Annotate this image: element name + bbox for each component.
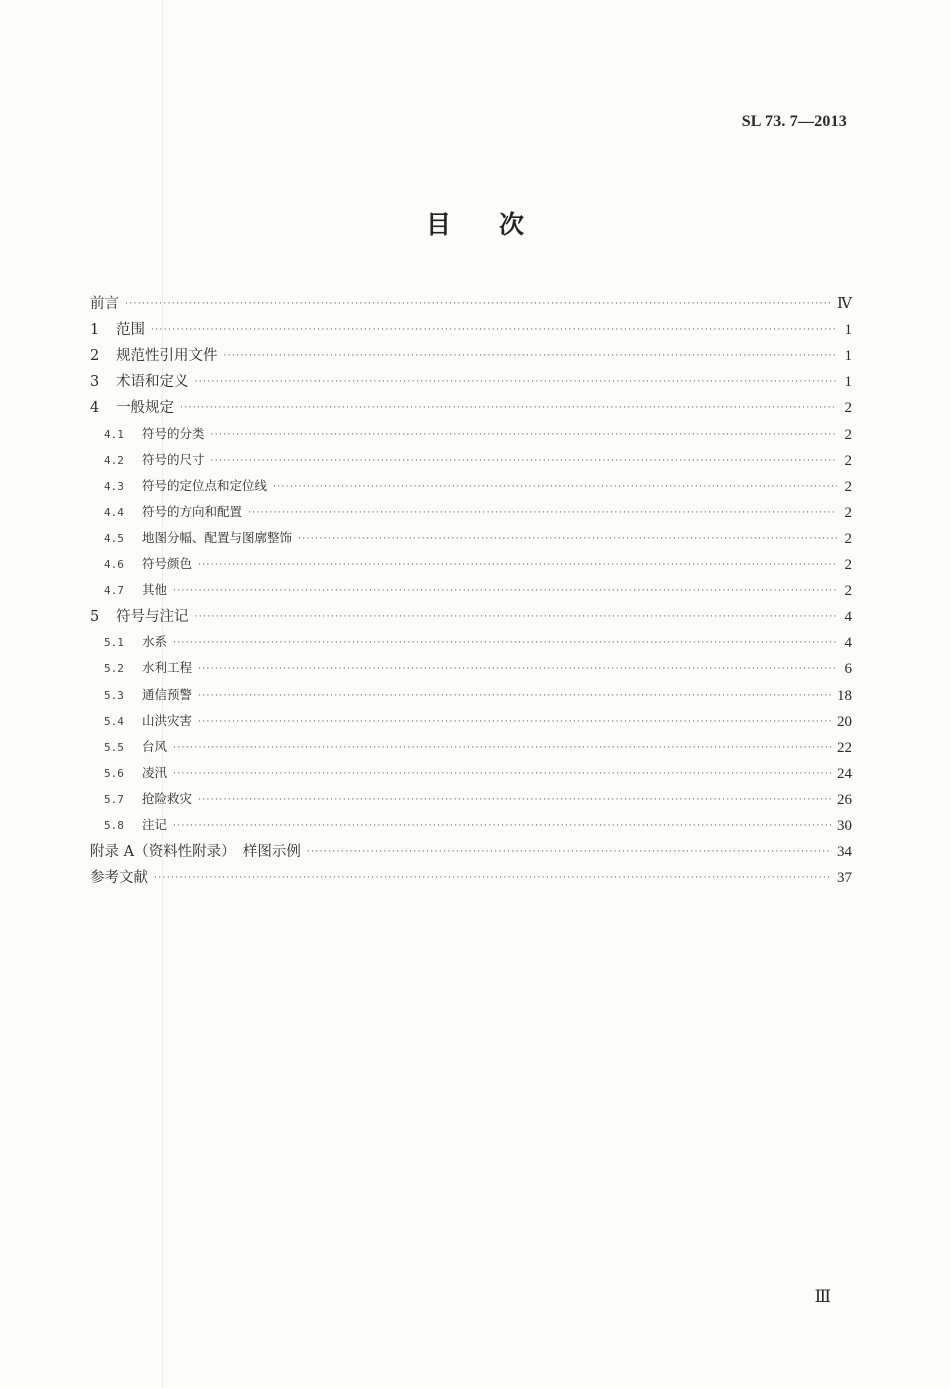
toc-dot-leader bbox=[195, 612, 838, 622]
toc-entry-title: 其他 bbox=[142, 582, 168, 598]
toc-entry-number: 5.3 bbox=[104, 688, 124, 702]
toc-entry-title: 范围 bbox=[116, 322, 145, 339]
toc-entry-title: 符号颜色 bbox=[142, 556, 193, 572]
toc-entry-title: 术语和定义 bbox=[116, 374, 189, 391]
toc-entry-title: 凌汛 bbox=[142, 764, 168, 780]
toc-entry[interactable] bbox=[90, 678, 852, 704]
toc-entry-title: 水系 bbox=[142, 634, 168, 650]
toc-entry-label bbox=[90, 843, 301, 861]
toc-dot-leader bbox=[180, 403, 837, 413]
toc-entry-label bbox=[90, 659, 192, 678]
toc-entry-title: 山洪灾害 bbox=[142, 712, 193, 728]
toc-entry-page: 2 bbox=[844, 400, 852, 417]
toc-entry-number: 4.1 bbox=[104, 427, 124, 441]
toc-entry[interactable] bbox=[90, 548, 852, 574]
toc-dot-leader bbox=[248, 508, 837, 518]
toc-entry-page: 2 bbox=[844, 478, 852, 495]
toc-entry-label bbox=[90, 764, 167, 783]
toc-entry-page: 2 bbox=[844, 530, 852, 547]
toc-dot-leader bbox=[154, 873, 832, 883]
toc-entry[interactable] bbox=[90, 705, 852, 731]
toc-entry-number: 4 bbox=[90, 400, 100, 417]
toc-entry[interactable] bbox=[90, 470, 852, 496]
toc-entry[interactable] bbox=[90, 444, 852, 470]
toc-dot-leader bbox=[173, 586, 837, 596]
toc-entry-page: 2 bbox=[844, 452, 852, 469]
toc-entry-label bbox=[90, 686, 192, 705]
toc-entry-label bbox=[90, 399, 174, 417]
toc-dot-leader bbox=[307, 847, 832, 857]
toc-entry-page: 1 bbox=[844, 374, 852, 391]
toc-entry[interactable] bbox=[90, 731, 852, 757]
toc-entry-page: 30 bbox=[837, 817, 852, 834]
toc-entry-page: 4 bbox=[844, 635, 852, 652]
toc-entry-page: 26 bbox=[837, 791, 852, 808]
toc-entry-number: 5.4 bbox=[104, 714, 124, 728]
toc-entry-number: 2 bbox=[90, 348, 100, 365]
table-of-contents bbox=[90, 287, 852, 887]
toc-entry-label bbox=[90, 451, 205, 470]
toc-entry-label bbox=[90, 712, 192, 731]
toc-entry-label bbox=[90, 790, 192, 809]
toc-entry[interactable] bbox=[90, 757, 852, 783]
toc-dot-leader bbox=[173, 743, 832, 753]
standard-code: SL 73. 7—2013 bbox=[741, 113, 847, 130]
toc-entry-label bbox=[90, 581, 167, 600]
toc-entry-title: 符号的方向和配置 bbox=[142, 503, 243, 519]
toc-entry-page: 1 bbox=[844, 322, 852, 339]
toc-entry[interactable] bbox=[90, 861, 852, 887]
page-number: Ⅲ bbox=[814, 1287, 831, 1306]
toc-entry[interactable] bbox=[90, 391, 852, 417]
toc-entry-number: 1 bbox=[90, 322, 100, 339]
toc-entry-label bbox=[90, 555, 192, 574]
toc-entry-title: 参考文献 bbox=[90, 870, 148, 887]
toc-entry-title: 一般规定 bbox=[116, 400, 174, 417]
toc-dot-leader bbox=[198, 664, 837, 674]
toc-entry-label bbox=[90, 295, 119, 313]
toc-entry-label bbox=[90, 425, 205, 444]
toc-entry-number: 5.6 bbox=[104, 766, 124, 780]
toc-entry-page: 24 bbox=[837, 765, 852, 782]
toc-entry-number: 4.5 bbox=[104, 531, 124, 545]
toc-dot-leader bbox=[173, 769, 832, 779]
toc-entry-title: 符号的定位点和定位线 bbox=[142, 477, 268, 493]
toc-dot-leader bbox=[298, 534, 837, 544]
toc-entry-label bbox=[90, 816, 167, 835]
toc-entry-page: 6 bbox=[844, 661, 852, 678]
toc-entry-title: 符号的尺寸 bbox=[142, 451, 205, 467]
toc-entry-title: 符号的分类 bbox=[142, 425, 205, 441]
toc-entry-title: 抢险救灾 bbox=[142, 790, 193, 806]
toc-entry[interactable] bbox=[90, 287, 852, 313]
toc-entry[interactable] bbox=[90, 365, 852, 391]
toc-dot-leader bbox=[125, 299, 832, 309]
toc-entry-number: 5.8 bbox=[104, 818, 124, 832]
toc-entry-number: 4.7 bbox=[104, 584, 124, 598]
page-title-char-1: 目 bbox=[425, 210, 451, 239]
toc-entry-number: 4.4 bbox=[104, 505, 124, 519]
toc-entry-page: 34 bbox=[837, 844, 852, 861]
toc-entry-label bbox=[90, 347, 218, 365]
toc-entry-number: 5.5 bbox=[104, 740, 124, 754]
toc-entry[interactable] bbox=[90, 626, 852, 652]
toc-entry-number: 3 bbox=[90, 374, 100, 391]
toc-entry-label bbox=[90, 503, 242, 522]
toc-entry-page: 18 bbox=[837, 687, 852, 704]
toc-entry[interactable] bbox=[90, 417, 852, 443]
toc-entry-title: 符号与注记 bbox=[116, 609, 189, 626]
toc-entry-label bbox=[90, 869, 148, 887]
toc-entry-page: 20 bbox=[837, 713, 852, 730]
toc-entry-label bbox=[90, 373, 189, 391]
toc-entry-number: 5.1 bbox=[104, 636, 124, 650]
toc-entry-label bbox=[90, 608, 189, 626]
toc-entry-page: 2 bbox=[844, 583, 852, 600]
toc-entry-page: 1 bbox=[844, 348, 852, 365]
toc-entry-number: 5.2 bbox=[104, 662, 124, 676]
toc-entry[interactable] bbox=[90, 339, 852, 365]
toc-entry-number: 5 bbox=[90, 609, 100, 626]
toc-entry-number: 4.6 bbox=[104, 558, 124, 572]
page-title-char-2: 次 bbox=[499, 210, 525, 239]
toc-entry[interactable] bbox=[90, 835, 852, 861]
toc-entry-title: 规范性引用文件 bbox=[116, 348, 218, 365]
toc-dot-leader bbox=[198, 717, 832, 727]
toc-entry-title: 注记 bbox=[142, 816, 168, 832]
toc-dot-leader bbox=[224, 351, 838, 361]
toc-entry-number: 5.7 bbox=[104, 792, 124, 806]
toc-entry-title: 地图分幅、配置与图廓整饰 bbox=[142, 529, 293, 545]
toc-dot-leader bbox=[211, 456, 837, 466]
toc-dot-leader bbox=[195, 377, 838, 387]
toc-entry[interactable] bbox=[90, 313, 852, 339]
toc-entry[interactable] bbox=[90, 809, 852, 835]
toc-entry-page: Ⅳ bbox=[837, 296, 852, 313]
toc-entry-page: 2 bbox=[844, 426, 852, 443]
toc-entry[interactable] bbox=[90, 496, 852, 522]
toc-dot-leader bbox=[173, 638, 837, 648]
toc-entry[interactable] bbox=[90, 652, 852, 678]
toc-entry-page: 2 bbox=[844, 504, 852, 521]
toc-dot-leader bbox=[198, 691, 832, 701]
toc-entry-title: 水利工程 bbox=[142, 660, 193, 676]
toc-entry-title: 前言 bbox=[90, 296, 119, 313]
toc-entry-title: 附录 A（资料性附录） 样图示例 bbox=[90, 844, 301, 861]
toc-dot-leader bbox=[198, 560, 837, 570]
toc-entry-number: 4.3 bbox=[104, 479, 124, 493]
toc-entry-label bbox=[90, 529, 292, 548]
toc-dot-leader bbox=[151, 325, 837, 335]
toc-entry-label bbox=[90, 321, 145, 339]
toc-entry-label bbox=[90, 477, 267, 496]
toc-entry[interactable] bbox=[90, 522, 852, 548]
toc-entry-label bbox=[90, 633, 167, 652]
toc-entry-label bbox=[90, 738, 167, 757]
toc-entry-page: 37 bbox=[837, 870, 852, 887]
toc-entry-page: 4 bbox=[844, 609, 852, 626]
toc-entry[interactable] bbox=[90, 574, 852, 600]
toc-dot-leader bbox=[173, 821, 832, 831]
toc-entry-number: 4.2 bbox=[104, 453, 124, 467]
page-title bbox=[0, 205, 950, 241]
toc-entry-title: 通信预警 bbox=[142, 686, 193, 702]
toc-entry-title: 台风 bbox=[142, 738, 168, 754]
toc-entry-page: 22 bbox=[837, 739, 852, 756]
toc-dot-leader bbox=[273, 482, 837, 492]
toc-entry[interactable] bbox=[90, 600, 852, 626]
toc-dot-leader bbox=[198, 795, 832, 805]
toc-entry-page: 2 bbox=[844, 557, 852, 574]
toc-dot-leader bbox=[211, 430, 837, 440]
toc-entry[interactable] bbox=[90, 783, 852, 809]
